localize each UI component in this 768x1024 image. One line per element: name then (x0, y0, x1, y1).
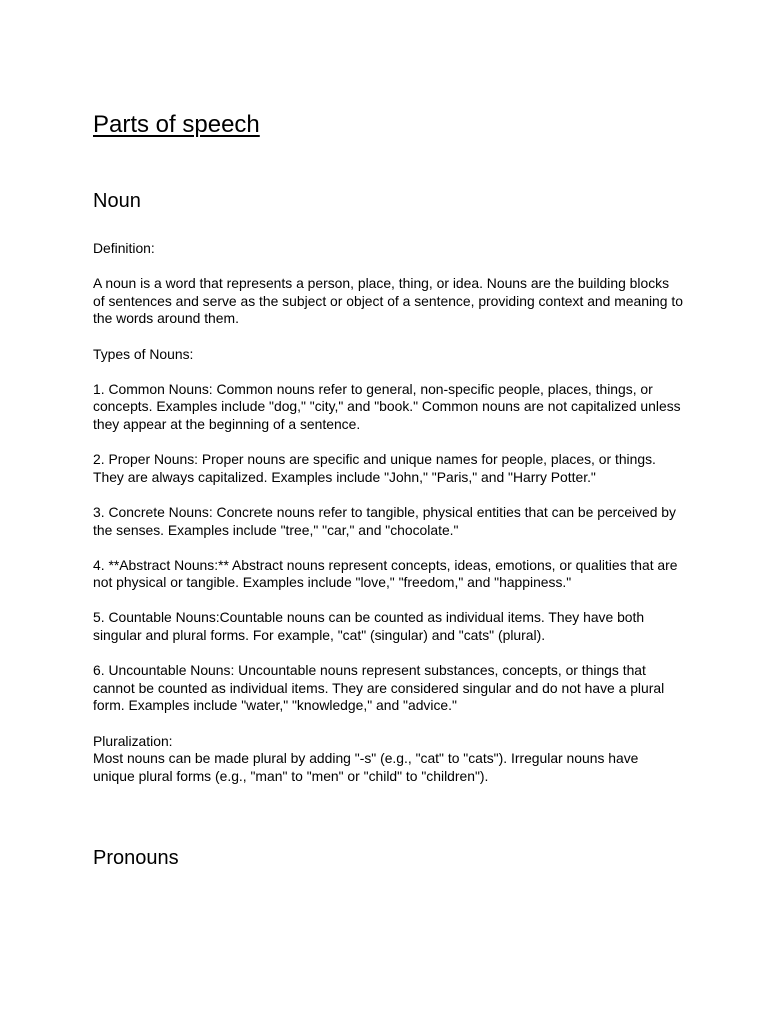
definition-text: A noun is a word that represents a person, place, thing, or idea. Nouns are the building blocks of sentences and serve as the subject or object of a sentence, providing context and meaning to the words around them. (93, 275, 683, 327)
noun-type-proper: 2. Proper Nouns: Proper nouns are specific and unique names for people, places, or things. They are always capitalized. Examples include "John," "Paris," and "Harry Potter." (93, 451, 656, 485)
noun-type-countable: 5. Countable Nouns:Countable nouns can be counted as individual items. They have both singular and plural forms. For example, "cat" (singular) and "cats" (plural). (93, 609, 645, 644)
definition-label: Definition: (93, 240, 155, 256)
pluralization-label: Pluralization: (93, 732, 173, 749)
page-title: Parts of speech (93, 111, 260, 138)
noun-type-common: 1. Common Nouns: Common nouns refer to general, non-specific people, places, things, or concepts. Examples include "dog," "city," and "book." Common nouns are not capitalized unless they appear at the beginning of a sentence. (93, 380, 681, 432)
noun-type-abstract: 4. **Abstract Nouns:** Abstract nouns represent concepts, ideas, emotions, or qualities that are not physical or tangible. Examples include "love," "freedom," and "happiness." (93, 556, 678, 591)
noun-type-uncountable: 6. Uncountable Nouns: Uncountable nouns represent substances, concepts, or things that cannot be counted as individual items. They are considered singular and do not have a plural form. Examples include "water," "knowledge," and "advice." (93, 662, 665, 714)
noun-type-concrete: 3. Concrete Nouns: Concrete nouns refer to tangible, physical entities that can be perceived by the senses. Examples include "tree," "car," and "chocolate." (93, 503, 676, 538)
section-heading-noun: Noun (93, 190, 141, 212)
types-label: Types of Nouns: (93, 345, 194, 362)
pluralization-text: Most nouns can be made plural by adding "-s" (e.g., "cat" to "cats"). Irregular nouns have unique plural forms (e.g., "man" to "men" or "child" to "children"). (93, 750, 639, 784)
section-heading-pronouns: Pronouns (93, 847, 179, 869)
noun-section-body (93, 240, 683, 803)
